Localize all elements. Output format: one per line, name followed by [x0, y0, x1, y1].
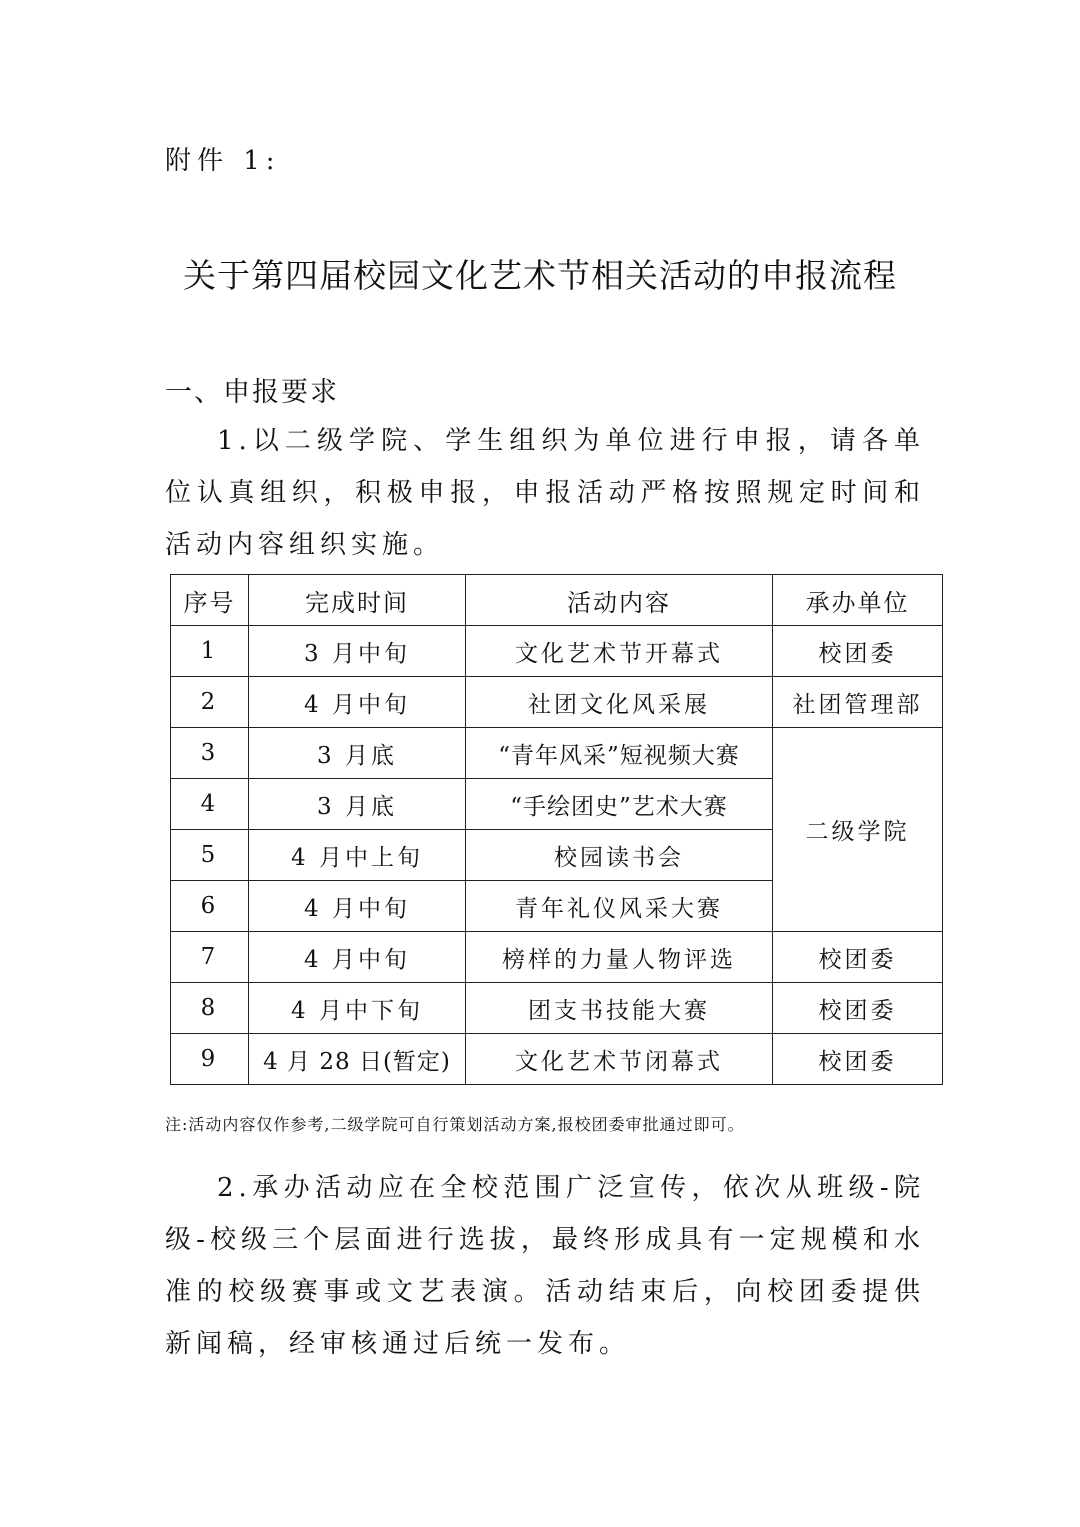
cell-no: 9: [171, 1034, 249, 1085]
cell-time: 4 月中旬: [249, 932, 466, 983]
cell-no: 6: [171, 881, 249, 932]
cell-no: 5: [171, 830, 249, 881]
cell-no: 1: [171, 626, 249, 677]
table-row: [171, 983, 943, 1034]
cell-content: 文化艺术节开幕式: [466, 626, 773, 677]
cell-content: “手绘团史”艺术大赛: [466, 779, 773, 830]
cell-organizer: 社团管理部: [773, 677, 943, 728]
table-row: [171, 677, 943, 728]
header-content: 活动内容: [466, 575, 773, 626]
activity-table: [170, 574, 943, 1085]
cell-content: 校园读书会: [466, 830, 773, 881]
header-no: 序号: [171, 575, 249, 626]
cell-time: 4 月中上旬: [249, 830, 466, 881]
document-title: 关于第四届校园文化艺术节相关活动的申报流程: [183, 256, 897, 295]
cell-time: 4 月中旬: [249, 677, 466, 728]
table-row: [171, 1034, 943, 1085]
attachment-label: 附件 1:: [165, 146, 281, 176]
cell-time: 3 月底: [249, 728, 466, 779]
cell-content: 青年礼仪风采大赛: [466, 881, 773, 932]
cell-content: 社团文化风采展: [466, 677, 773, 728]
table-header-row: [171, 575, 943, 626]
cell-time: 3 月底: [249, 779, 466, 830]
header-organizer: 承办单位: [773, 575, 943, 626]
cell-organizer: 校团委: [773, 1034, 943, 1085]
cell-content: 文化艺术节闭幕式: [466, 1034, 773, 1085]
paragraph-2: 2.承办活动应在全校范围广泛宣传，依次从班级-院级-校级三个层面进行选拔，最终形成具有一定规模和水准的校级赛事或文艺表演。活动结束后，向校团委提供新闻稿，经审核通过后统一发布。: [165, 1173, 925, 1359]
cell-time: 4 月中下旬: [249, 983, 466, 1034]
header-time: 完成时间: [249, 575, 466, 626]
cell-time: 4 月中旬: [249, 881, 466, 932]
cell-organizer: 校团委: [773, 983, 943, 1034]
cell-content: “青年风采”短视频大赛: [466, 728, 773, 779]
paragraph-1: 1.以二级学院、学生组织为单位进行申报，请各单位认真组织，积极申报，申报活动严格按照规定时间和活动内容组织实施。: [165, 426, 925, 560]
cell-content: 团支书技能大赛: [466, 983, 773, 1034]
cell-content: 榜样的力量人物评选: [466, 932, 773, 983]
cell-no: 3: [171, 728, 249, 779]
cell-organizer: 校团委: [773, 626, 943, 677]
table-row: [171, 932, 943, 983]
section-heading: 一、申报要求: [165, 377, 339, 408]
cell-no: 8: [171, 983, 249, 1034]
cell-time: 3 月中旬: [249, 626, 466, 677]
cell-organizer-merged: 二级学院: [773, 728, 943, 932]
cell-no: 2: [171, 677, 249, 728]
table-note: 注:活动内容仅作参考,二级学院可自行策划活动方案,报校团委审批通过即可。: [165, 1115, 745, 1134]
table-row: [171, 626, 943, 677]
cell-time: 4 月 28 日(暂定): [249, 1034, 466, 1085]
cell-no: 7: [171, 932, 249, 983]
cell-no: 4: [171, 779, 249, 830]
table-row: [171, 728, 943, 779]
cell-organizer: 校团委: [773, 932, 943, 983]
